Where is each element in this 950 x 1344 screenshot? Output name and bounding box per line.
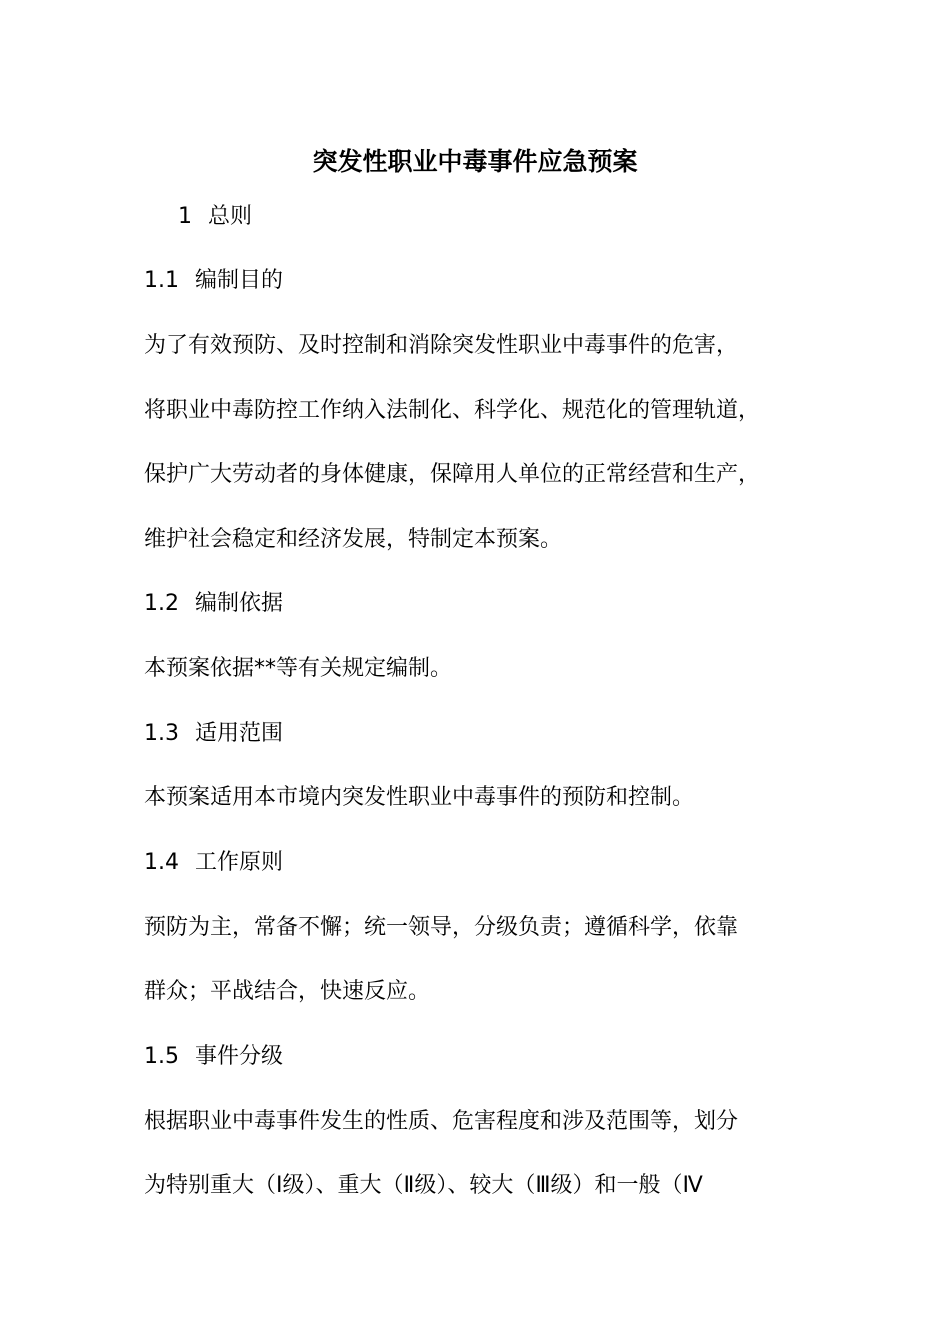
subsection-heading-text: 编制目的 (195, 268, 284, 293)
subsection-heading-text: 适用范围 (195, 721, 284, 746)
section-heading (178, 199, 252, 235)
section-heading-text: 总则 (208, 204, 253, 229)
paragraph-line: 维护社会稳定和经济发展，特制定本预案。 (144, 527, 563, 552)
document-title: 突发性职业中毒事件应急预案 (312, 147, 638, 176)
paragraph-line: 根据职业中毒事件发生的性质、危害程度和涉及范围等，划分 (144, 1109, 739, 1134)
subsection-heading (144, 1039, 283, 1075)
subsection-number: 1.4 (144, 850, 179, 875)
paragraph-line: 预防为主，常备不懈；统一领导，分级负责；遵循科学，依靠 (144, 915, 739, 940)
subsection-heading (144, 586, 283, 622)
subsection-heading-text: 编制依据 (195, 591, 284, 616)
subsection-number: 1.1 (144, 268, 179, 293)
section-number: 1 (178, 204, 192, 229)
paragraph-line: 为了有效预防、及时控制和消除突发性职业中毒事件的危害， (144, 333, 739, 358)
paragraph-line: 将职业中毒防控工作纳入法制化、科学化、规范化的管理轨道， (144, 398, 761, 423)
paragraph-line: 本预案依据**等有关规定编制。 (144, 656, 453, 681)
subsection-heading (144, 263, 283, 299)
subsection-heading-text: 事件分级 (195, 1044, 284, 1069)
paragraph-line: 本预案适用本市境内突发性职业中毒事件的预防和控制。 (144, 785, 695, 810)
paragraph-line: 为特别重大（Ⅰ级）、重大（Ⅱ级）、较大（Ⅲ级）和一般（Ⅳ (144, 1173, 703, 1198)
subsection-number: 1.5 (144, 1044, 179, 1069)
subsection-heading (144, 716, 283, 752)
subsection-number: 1.3 (144, 721, 179, 746)
subsection-heading (144, 845, 283, 881)
paragraph-line: 保护广大劳动者的身体健康，保障用人单位的正常经营和生产， (144, 462, 761, 487)
subsection-number: 1.2 (144, 591, 179, 616)
paragraph-line: 群众；平战结合，快速反应。 (144, 979, 431, 1004)
subsection-heading-text: 工作原则 (195, 850, 284, 875)
